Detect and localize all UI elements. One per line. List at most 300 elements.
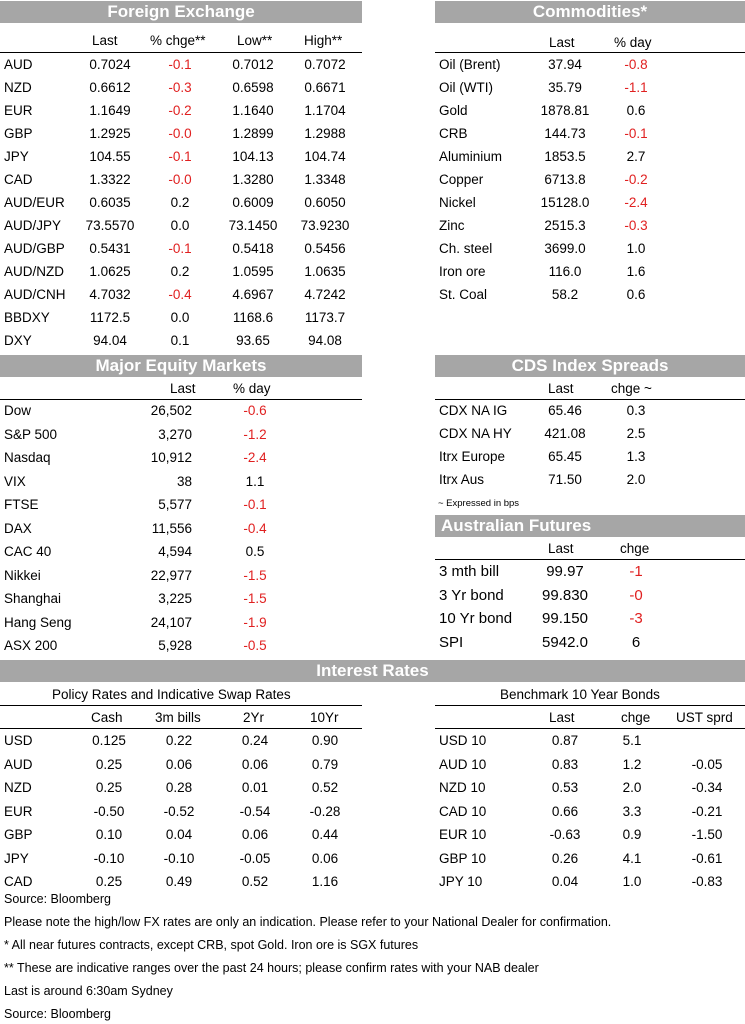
commodity-row: [435, 283, 745, 306]
fx-row: [0, 145, 362, 168]
bonds-header-last: Last: [549, 710, 575, 725]
fx-currency: JPY: [4, 149, 29, 164]
policy-cash: -0.50: [93, 803, 125, 819]
fx-currency: AUD: [4, 57, 33, 72]
commodity-change: -0.8: [624, 57, 648, 72]
commodity-name: Nickel: [439, 195, 476, 210]
policy-row: [0, 870, 362, 893]
equity-change: -1.5: [243, 591, 267, 606]
bond-change: 5.1: [622, 733, 642, 748]
equity-last: 26,502: [150, 403, 192, 418]
fx-change: -0.1: [168, 57, 192, 72]
bond-row: [435, 823, 745, 846]
bond-row: [435, 729, 745, 752]
cds-change: 2.0: [626, 472, 646, 487]
bond-change: 3.3: [622, 803, 642, 819]
policy-cash: 0.25: [95, 780, 123, 795]
fx-row: [0, 260, 362, 283]
futures-row: [435, 607, 745, 630]
cds-index: Itrx Europe: [439, 449, 506, 464]
commodities-header-last: Last: [549, 35, 575, 50]
commodity-last: 2515.3: [544, 218, 586, 233]
commodity-last: 1853.5: [544, 149, 586, 164]
policy-header-bills: 3m bills: [155, 710, 201, 725]
fx-low: 1168.6: [232, 310, 274, 325]
bond-change: 4.1: [622, 850, 642, 866]
commodity-row: [435, 191, 745, 214]
fx-change: -0.0: [168, 172, 192, 187]
policy-10yr: 0.52: [311, 780, 339, 795]
fx-row: [0, 214, 362, 237]
policy-currency: JPY: [4, 850, 29, 866]
equity-index: ASX 200: [4, 638, 58, 653]
equity-last: 3,270: [158, 426, 192, 442]
fx-last: 73.5570: [85, 218, 135, 233]
cds-row: [435, 445, 745, 468]
fx-high: 94.08: [308, 333, 342, 348]
fx-change: -0.3: [168, 80, 192, 95]
futures-header-chg: chge: [620, 541, 650, 556]
fx-last: 1.0625: [89, 264, 131, 279]
policy-2yr: 0.24: [241, 733, 269, 748]
equity-row: [0, 611, 362, 634]
fx-currency: AUD/CNH: [4, 287, 66, 302]
bond-row: [435, 800, 745, 823]
commodity-row: [435, 168, 745, 191]
equity-row: [0, 493, 362, 516]
fx-change: -0.4: [168, 287, 192, 302]
policy-currency: CAD: [4, 874, 33, 889]
futures-change: -1: [629, 563, 643, 580]
equity-last: 4,594: [158, 544, 192, 559]
policy-10yr: 0.44: [311, 827, 339, 842]
equity-last: 24,107: [150, 614, 192, 630]
equity-index: FTSE: [4, 497, 39, 512]
bond-name: EUR 10: [439, 827, 487, 842]
cds-change: 0.3: [626, 403, 646, 418]
bonds-title-rule: [435, 705, 745, 706]
fx-currency: GBP: [4, 126, 33, 141]
policy-2yr: 0.52: [241, 874, 269, 889]
fx-row: [0, 99, 362, 122]
policy-currency: GBP: [4, 827, 33, 842]
fx-row: [0, 237, 362, 260]
futures-row: [435, 631, 745, 654]
equity-last: 5,577: [158, 497, 192, 512]
equity-last: 10,912: [150, 450, 192, 465]
equity-index: Dow: [4, 403, 32, 418]
fx-row: [0, 53, 362, 76]
bond-row: [435, 776, 745, 799]
commodity-name: Oil (Brent): [439, 57, 501, 72]
equity-row: [0, 399, 362, 422]
footnote: Source: Bloomberg: [4, 892, 112, 906]
policy-row: [0, 800, 362, 823]
bond-ust-spread: -0.05: [691, 756, 723, 772]
fx-row: [0, 191, 362, 214]
equity-change: -1.5: [243, 567, 267, 583]
futures-contract: SPI: [439, 633, 464, 651]
commodity-change: -1.1: [624, 80, 648, 95]
futures-last: 99.97: [546, 563, 584, 580]
policy-10yr: 1.16: [311, 874, 339, 889]
fx-row: [0, 306, 362, 329]
fx-last: 1.2925: [89, 126, 131, 141]
fx-low: 0.7012: [232, 57, 274, 72]
commodity-last: 116.0: [548, 264, 582, 279]
equity-change: -1.9: [243, 614, 267, 630]
equity-row: [0, 587, 362, 610]
futures-contract: 3 Yr bond: [439, 586, 504, 604]
bond-last: -0.63: [549, 827, 581, 842]
bond-ust-spread: -0.21: [691, 803, 723, 819]
footnote: Please note the high/low FX rates are only an indication. Please refer to your National Dealer for confirmation.: [4, 915, 612, 929]
fx-last: 94.04: [93, 333, 127, 348]
cds-last: 65.46: [548, 403, 582, 418]
cds-last: 65.45: [548, 449, 582, 464]
policy-3m-bills: 0.06: [165, 756, 193, 772]
bond-row: [435, 753, 745, 776]
fx-header-chg: % chge**: [150, 33, 206, 48]
policy-2yr: -0.05: [239, 850, 271, 866]
fx-last: 1.3322: [89, 172, 131, 187]
commodity-name: Aluminium: [439, 149, 503, 164]
equity-index: VIX: [4, 473, 26, 489]
policy-10yr: 0.90: [311, 733, 339, 748]
fx-change: -0.1: [168, 241, 192, 256]
commodities-header-chg: % day: [614, 35, 652, 50]
equity-header-last: Last: [170, 381, 196, 396]
bond-ust-spread: -0.34: [691, 780, 723, 795]
cds-index: CDX NA HY: [439, 426, 512, 441]
policy-currency: AUD: [4, 756, 33, 772]
equity-last: 5,928: [158, 638, 192, 653]
fx-last: 104.55: [89, 149, 131, 164]
bond-last: 0.87: [551, 733, 579, 748]
fx-header-low: Low**: [237, 33, 273, 48]
cds-banner: CDS Index Spreads: [435, 355, 745, 377]
fx-change: 0.2: [170, 264, 190, 279]
commodity-name: St. Coal: [439, 287, 488, 302]
policy-title: Policy Rates and Indicative Swap Rates: [52, 687, 291, 702]
cds-last: 421.08: [544, 426, 586, 441]
equity-change: -1.2: [243, 426, 267, 442]
equity-row: [0, 517, 362, 540]
fx-last: 0.6035: [89, 195, 131, 210]
fx-low: 0.6598: [232, 80, 274, 95]
policy-10yr: -0.28: [309, 803, 341, 819]
cds-row: [435, 422, 745, 445]
commodity-change: -0.3: [624, 218, 648, 233]
bond-change: 1.2: [622, 756, 642, 772]
bond-name: NZD 10: [439, 780, 486, 795]
cds-note: ~ Expressed in bps: [438, 498, 520, 509]
bonds-header-chg: chge: [621, 710, 651, 725]
fx-last: 0.5431: [89, 241, 131, 256]
equity-index: Shanghai: [4, 591, 62, 606]
commodity-row: [435, 145, 745, 168]
policy-2yr: 0.06: [241, 827, 269, 842]
fx-high: 0.6050: [304, 195, 346, 210]
commodity-change: -2.4: [624, 195, 648, 210]
footnote: Source: Bloomberg: [4, 1007, 112, 1021]
commodity-last: 144.73: [544, 126, 586, 141]
policy-cash: 0.25: [95, 756, 123, 772]
fx-currency: AUD/EUR: [4, 195, 65, 210]
policy-2yr: 0.06: [241, 756, 269, 772]
policy-cash: -0.10: [93, 850, 125, 866]
fx-row: [0, 76, 362, 99]
fx-low: 93.65: [236, 333, 270, 348]
equity-row: [0, 446, 362, 469]
equity-last: 38: [176, 473, 192, 489]
bond-last: 0.04: [551, 874, 579, 889]
equity-index: Nikkei: [4, 567, 41, 583]
futures-banner: Australian Futures: [435, 515, 745, 537]
fx-high: 0.6671: [304, 80, 346, 95]
policy-3m-bills: 0.49: [165, 874, 193, 889]
fx-row: [0, 329, 362, 352]
policy-cash: 0.10: [95, 827, 123, 842]
fx-row: [0, 283, 362, 306]
fx-currency: EUR: [4, 103, 33, 118]
commodity-change: 2.7: [626, 149, 646, 164]
fx-currency: NZD: [4, 80, 32, 95]
policy-row: [0, 776, 362, 799]
fx-header-last: Last: [92, 33, 118, 48]
equity-index: Hang Seng: [4, 614, 72, 630]
commodity-name: Copper: [439, 172, 484, 187]
bond-row: [435, 847, 745, 870]
footnote: Last is around 6:30am Sydney: [4, 984, 173, 998]
futures-change: -3: [629, 610, 643, 627]
commodity-name: Zinc: [439, 218, 465, 233]
footnote: ** These are indicative ranges over the past 24 hours; please confirm rates with your NAB dealer: [4, 961, 539, 975]
futures-last: 99.830: [542, 586, 588, 604]
commodity-name: Iron ore: [439, 264, 486, 279]
policy-row: [0, 729, 362, 752]
policy-3m-bills: 0.28: [165, 780, 193, 795]
policy-10yr: 0.79: [311, 756, 339, 772]
fx-change: -0.1: [168, 149, 192, 164]
equity-index: CAC 40: [4, 544, 52, 559]
commodity-row: [435, 237, 745, 260]
bonds-header-sprd: UST sprd: [676, 710, 733, 725]
cds-header-chg: chge ~: [611, 381, 652, 396]
cds-index: Itrx Aus: [439, 472, 485, 487]
equity-change: -0.5: [243, 638, 267, 653]
fx-last: 1.1649: [89, 103, 131, 118]
bond-name: JPY 10: [439, 874, 483, 889]
futures-contract: 3 mth bill: [439, 563, 500, 580]
equity-row: [0, 634, 362, 657]
equity-last: 11,556: [151, 520, 192, 536]
bond-last: 0.66: [551, 803, 579, 819]
commodity-last: 37.94: [548, 57, 582, 72]
fx-change: 0.1: [170, 333, 190, 348]
equity-row: [0, 470, 362, 493]
bond-ust-spread: -0.61: [691, 850, 723, 866]
cds-row: [435, 399, 745, 422]
policy-3m-bills: 0.04: [165, 827, 193, 842]
commodity-row: [435, 99, 745, 122]
equity-last: 22,977: [150, 567, 192, 583]
fx-low: 1.1640: [232, 103, 274, 118]
bond-name: GBP 10: [439, 850, 487, 866]
policy-header-2yr: 2Yr: [243, 710, 265, 725]
equity-index: S&P 500: [4, 426, 58, 442]
futures-row: [435, 560, 745, 583]
fx-change: 0.2: [170, 195, 190, 210]
equity-banner: Major Equity Markets: [0, 355, 362, 377]
cds-index: CDX NA IG: [439, 403, 508, 418]
cds-header-last: Last: [548, 381, 574, 396]
futures-header-last: Last: [548, 541, 574, 556]
fx-high: 73.9230: [300, 218, 350, 233]
fx-header-high: High**: [304, 33, 343, 48]
equity-header-chg: % day: [233, 381, 271, 396]
fx-row: [0, 122, 362, 145]
equity-row: [0, 423, 362, 446]
fx-high: 104.74: [304, 149, 346, 164]
equity-last: 3,225: [158, 591, 192, 606]
cds-row: [435, 468, 745, 491]
commodity-change: -0.2: [624, 172, 648, 187]
bond-ust-spread: -0.83: [691, 874, 723, 889]
policy-2yr: -0.54: [239, 803, 271, 819]
policy-title-rule: [0, 705, 362, 706]
policy-2yr: 0.01: [241, 780, 269, 795]
rates-banner: Interest Rates: [0, 660, 745, 682]
bond-ust-spread: -1.50: [691, 827, 723, 842]
policy-header-10yr: 10Yr: [310, 710, 339, 725]
commodity-change: -0.1: [624, 126, 648, 141]
commodity-last: 35.79: [548, 80, 582, 95]
commodity-name: Oil (WTI): [439, 80, 493, 95]
bonds-title: Benchmark 10 Year Bonds: [500, 687, 660, 702]
futures-change: 6: [631, 633, 641, 651]
footnote: * All near futures contracts, except CRB, spot Gold. Iron ore is SGX futures: [4, 938, 419, 952]
cds-change: 2.5: [626, 426, 646, 441]
policy-row: [0, 753, 362, 776]
bond-row: [435, 870, 745, 893]
bond-last: 0.26: [551, 850, 579, 866]
fx-last: 4.7032: [89, 287, 131, 302]
fx-low: 73.1450: [228, 218, 278, 233]
commodity-row: [435, 260, 745, 283]
equity-change: -0.1: [243, 497, 267, 512]
commodity-last: 3699.0: [544, 241, 586, 256]
fx-low: 0.5418: [232, 241, 274, 256]
fx-currency: CAD: [4, 172, 33, 187]
equity-row: [0, 564, 362, 587]
futures-change: -0: [629, 586, 643, 604]
cds-change: 1.3: [626, 449, 646, 464]
equity-change: 1.1: [245, 473, 265, 489]
policy-3m-bills: 0.22: [165, 733, 193, 748]
equity-row: [0, 540, 362, 563]
policy-row: [0, 847, 362, 870]
fx-last: 0.7024: [89, 57, 131, 72]
policy-row: [0, 823, 362, 846]
fx-high: 1.2988: [304, 126, 346, 141]
fx-high: 0.5456: [304, 241, 346, 256]
fx-high: 1.1704: [304, 103, 346, 118]
policy-10yr: 0.06: [311, 850, 339, 866]
fx-currency: AUD/NZD: [4, 264, 64, 279]
fx-change: 0.0: [170, 218, 190, 233]
bond-name: USD 10: [439, 733, 487, 748]
policy-currency: NZD: [4, 780, 32, 795]
equity-change: -0.4: [243, 520, 267, 536]
commodity-change: 1.6: [626, 264, 646, 279]
fx-last: 0.6612: [89, 80, 131, 95]
commodities-banner: Commodities*: [435, 1, 745, 23]
commodity-change: 0.6: [626, 103, 646, 118]
commodity-name: Ch. steel: [439, 241, 493, 256]
policy-cash: 0.125: [92, 733, 126, 748]
fx-low: 104.13: [232, 149, 274, 164]
bond-name: CAD 10: [439, 803, 487, 819]
equity-index: Nasdaq: [4, 450, 51, 465]
commodity-name: Gold: [439, 103, 468, 118]
policy-cash: 0.25: [95, 874, 123, 889]
equity-change: 0.5: [245, 544, 265, 559]
fx-low: 1.0595: [232, 264, 274, 279]
commodity-last: 58.2: [551, 287, 579, 302]
fx-currency: AUD/GBP: [4, 241, 65, 256]
fx-low: 1.2899: [232, 126, 274, 141]
commodity-name: CRB: [439, 126, 468, 141]
fx-row: [0, 168, 362, 191]
fx-high: 1.0635: [304, 264, 346, 279]
fx-low: 1.3280: [232, 172, 274, 187]
bond-change: 1.0: [622, 874, 642, 889]
fx-high: 1.3348: [304, 172, 346, 187]
fx-currency: AUD/JPY: [4, 218, 62, 233]
futures-contract: 10 Yr bond: [439, 610, 513, 627]
bond-last: 0.53: [551, 780, 579, 795]
commodity-row: [435, 214, 745, 237]
policy-3m-bills: -0.10: [163, 850, 195, 866]
fx-banner: Foreign Exchange: [0, 1, 362, 23]
commodity-row: [435, 122, 745, 145]
fx-high: 0.7072: [304, 57, 346, 72]
policy-header-cash: Cash: [91, 710, 123, 725]
policy-currency: USD: [4, 733, 33, 748]
commodity-change: 1.0: [626, 241, 646, 256]
commodity-last: 6713.8: [544, 172, 586, 187]
equity-index: DAX: [4, 520, 32, 536]
fx-low: 0.6009: [232, 195, 274, 210]
fx-change: -0.0: [168, 126, 192, 141]
fx-low: 4.6967: [232, 287, 274, 302]
bond-name: AUD 10: [439, 756, 487, 772]
futures-row: [435, 584, 745, 607]
futures-last: 99.150: [542, 610, 588, 627]
bond-change: 2.0: [622, 780, 642, 795]
commodity-row: [435, 76, 745, 99]
fx-change: -0.2: [168, 103, 192, 118]
fx-change: 0.0: [170, 310, 190, 325]
fx-currency: BBDXY: [4, 310, 50, 325]
equity-change: -2.4: [243, 450, 267, 465]
fx-last: 1172.5: [89, 310, 131, 325]
fx-currency: DXY: [4, 333, 32, 348]
fx-high: 1173.7: [304, 310, 346, 325]
commodity-last: 1878.81: [540, 103, 590, 118]
policy-3m-bills: -0.52: [163, 803, 195, 819]
